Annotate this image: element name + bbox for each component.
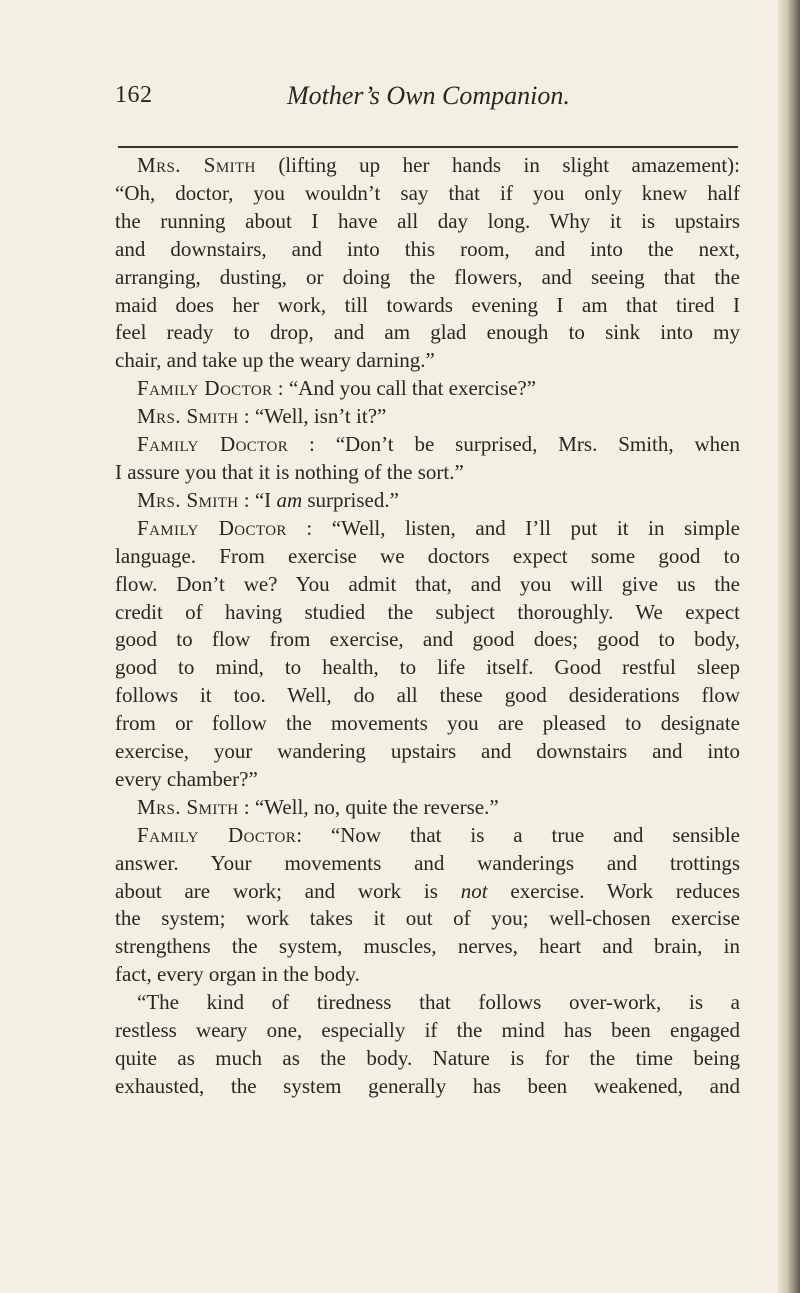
text-line: every chamber?” (115, 766, 258, 791)
header-rule (118, 146, 738, 148)
text-line: credit of having studied the subject thoroughly. We expect (115, 599, 740, 624)
text-line: answer. Your movements and wanderings and trottings (115, 850, 740, 875)
text-line: fact, every organ in the body. (115, 962, 360, 987)
text-fragment: about are work; and work is (115, 878, 461, 903)
text-line: : “Well, isn’t it?” (238, 404, 387, 429)
text-line: language. From exercise we doctors expect some good to (115, 543, 740, 568)
emphasis: not (460, 878, 488, 903)
text-fragment: : “I (238, 487, 277, 512)
speaker: Mrs. Smith (137, 794, 239, 819)
speaker: Mrs. Smith (137, 153, 256, 177)
text-line: the running about I have all day long. Why it is upstairs (115, 208, 740, 233)
paragraph (115, 403, 740, 431)
text-line: maid does her work, till towards evening I am that tired I (115, 292, 740, 317)
running-title: Mother’s Own Companion. (287, 81, 570, 110)
page-number: 162 (115, 82, 153, 108)
page-edge-shadow (778, 0, 800, 1293)
speaker: Family Doctor (137, 376, 273, 401)
text-line: exercise, your wandering upstairs and downstairs and into (115, 739, 740, 764)
paragraph (115, 375, 740, 403)
text-fragment: exercise. Work reduces (487, 878, 740, 903)
paragraph (115, 431, 740, 459)
text-line: chair, and take up the weary darning.” (115, 348, 435, 373)
paragraph (115, 822, 740, 850)
text-line: strengthens the system, muscles, nerves, heart and brain, in (115, 934, 740, 959)
text-line: arranging, dusting, or doing the flowers, and seeing that the (115, 264, 740, 289)
body-text (115, 152, 740, 1101)
text-line: good to mind, to health, to life itself. Good restful sleep (115, 655, 740, 680)
paragraph (115, 515, 740, 543)
text-line: “The kind of tiredness that follows over-work, is a (137, 990, 740, 1015)
text-line: “Oh, doctor, you wouldn’t say that if you only knew half (115, 180, 740, 205)
paragraph (115, 794, 740, 822)
text-line: : “Well, listen, and I’ll put it in simple (286, 515, 740, 540)
text-line: (lifting up her hands in slight amazement): (255, 153, 740, 177)
running-header (115, 82, 740, 122)
text-line: follows it too. Well, do all these good desiderations flow (115, 683, 740, 708)
paragraph (115, 989, 740, 1017)
text-line: flow. Don’t we? You admit that, and you will give us the (115, 571, 740, 596)
text-line: restless weary one, especially if the mind has been engaged (115, 1018, 740, 1043)
speaker: Mrs. Smith (137, 404, 239, 429)
emphasis: am (276, 487, 303, 512)
text-fragment: surprised.” (302, 487, 399, 512)
text-line: exhausted, the system generally has been weakened, and (115, 1073, 740, 1098)
paragraph (115, 152, 740, 180)
text-line: good to flow from exercise, and good does; good to body, (115, 627, 740, 652)
text-line: the system; work takes it out of you; well-chosen exercise (115, 906, 740, 931)
speaker: Mrs. Smith (137, 487, 239, 512)
text-line: quite as much as the body. Nature is for the time being (115, 1046, 740, 1070)
text-line: and downstairs, and into this room, and into the next, (115, 236, 740, 261)
speaker: Family Doctor (137, 822, 297, 847)
text-line: I assure you that it is nothing of the sort.” (115, 459, 464, 484)
text-line: : “Well, no, quite the reverse.” (238, 794, 499, 819)
speaker: Family Doctor (137, 432, 289, 457)
speaker: Family Doctor (137, 515, 287, 540)
text-line: feel ready to drop, and am glad enough to sink into my (115, 320, 740, 345)
text-line: : “Don’t be surprised, Mrs. Smith, when (288, 432, 740, 457)
text-line: from or follow the movements you are pleased to designate (115, 711, 740, 736)
text-line: : “Now that is a true and sensible (296, 822, 740, 847)
paragraph (115, 487, 740, 515)
text-line: : “And you call that exercise?” (272, 376, 537, 401)
text-line (115, 878, 740, 906)
